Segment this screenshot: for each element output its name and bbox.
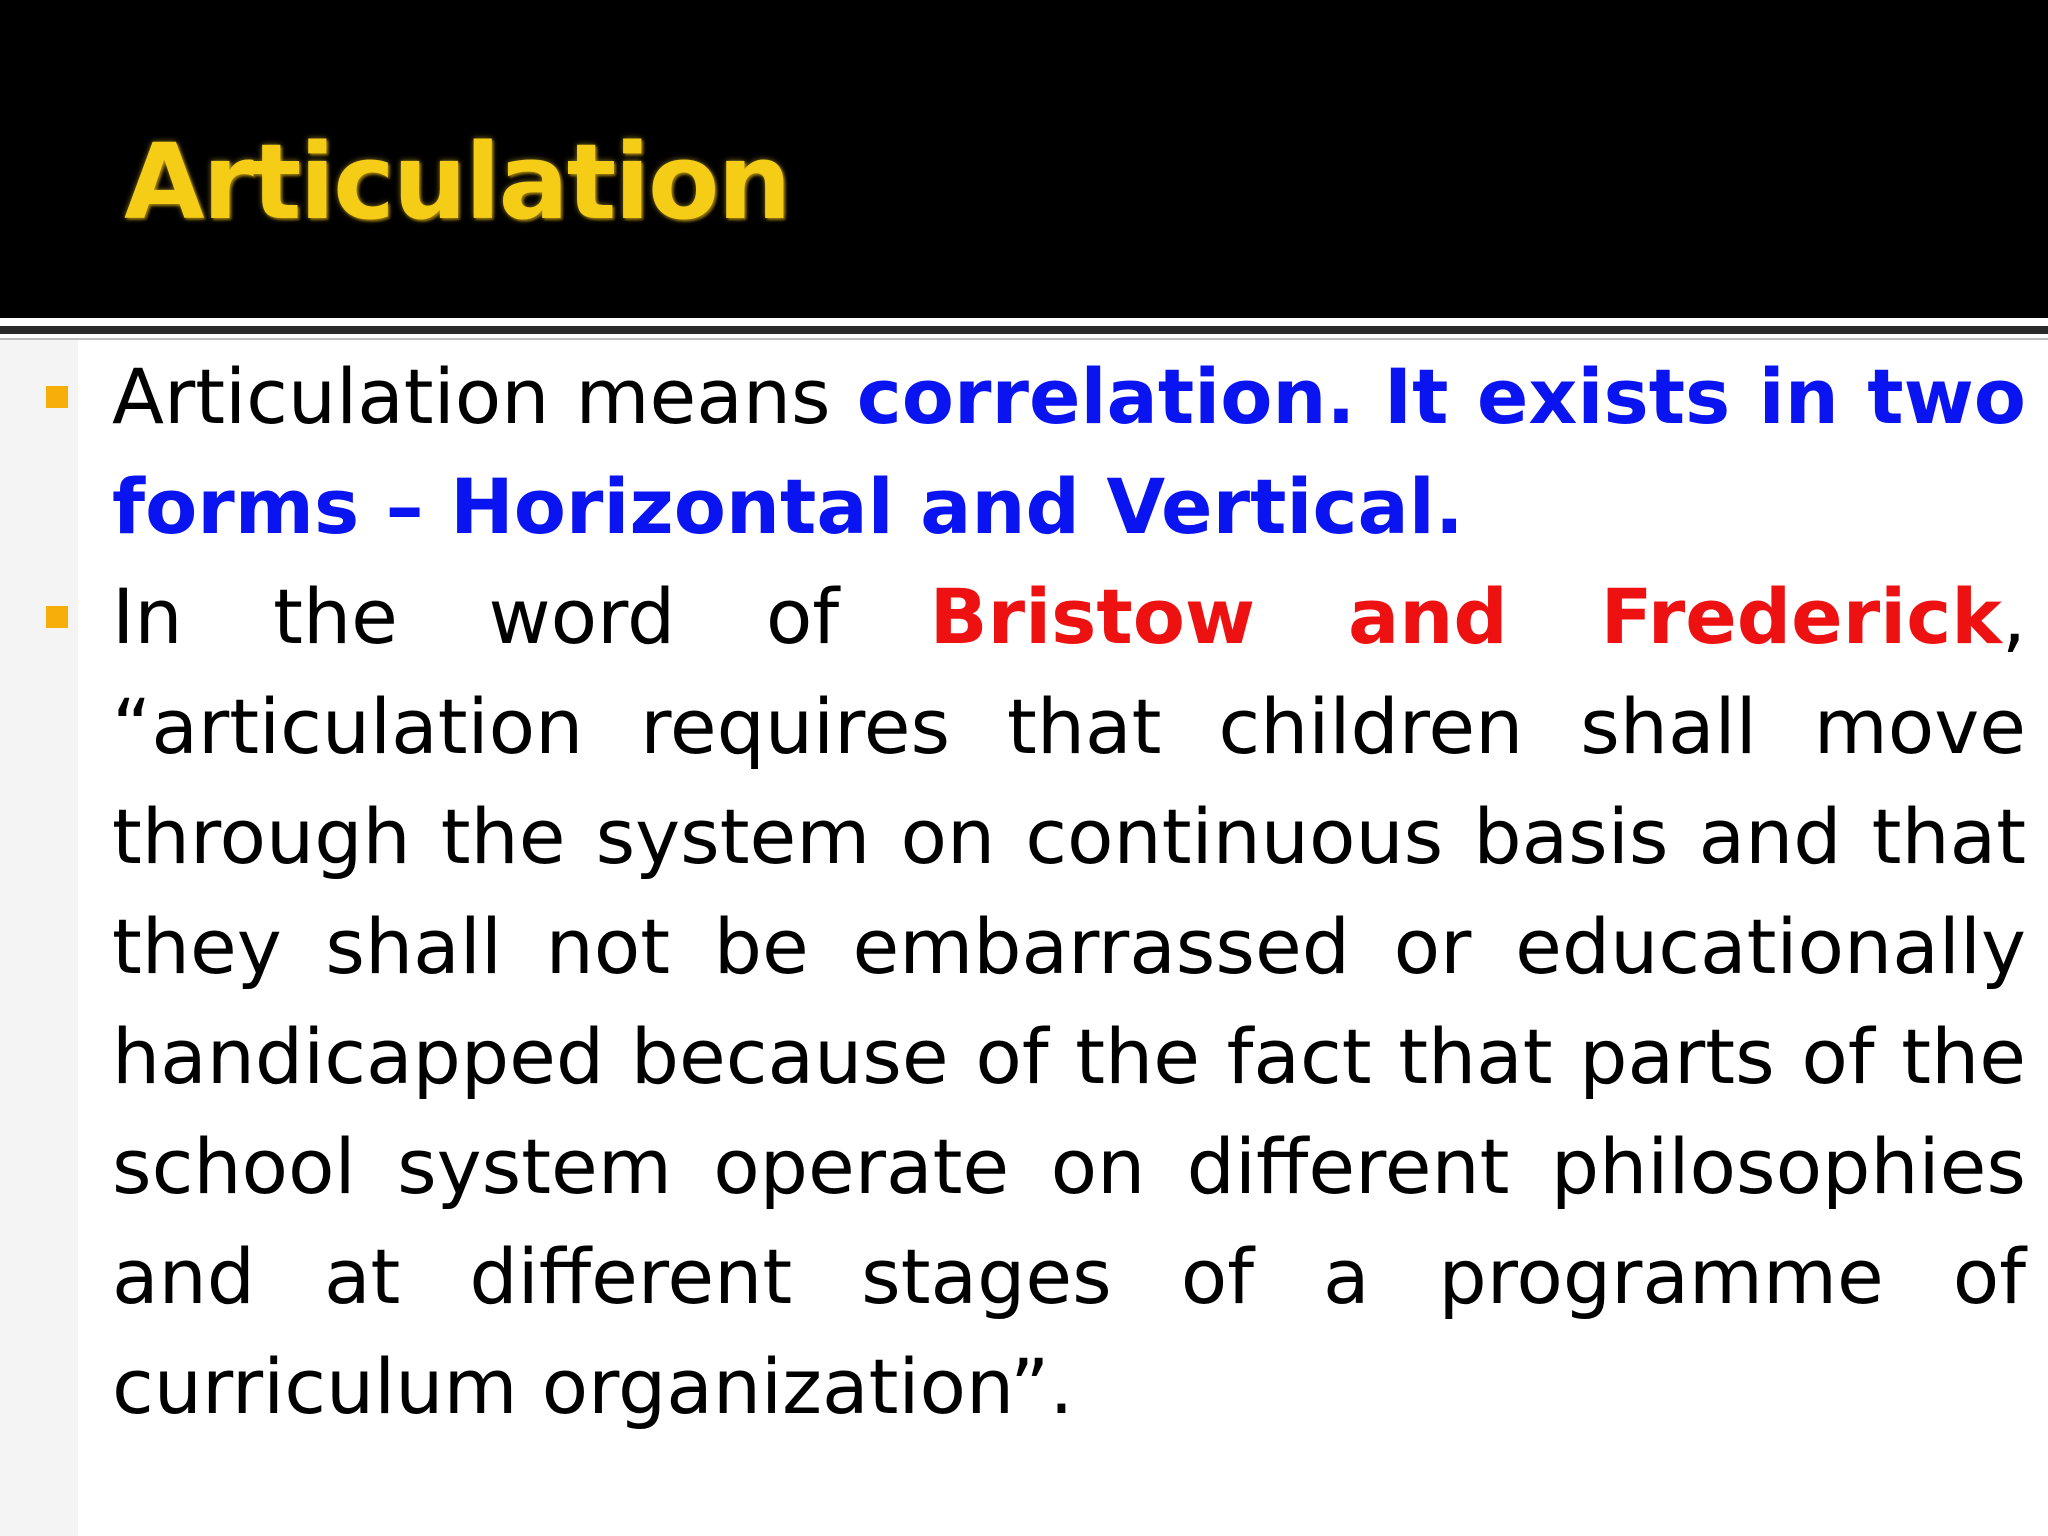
- title-bar: [0, 0, 2048, 318]
- bullet-lead-text: In the word of: [112, 572, 930, 661]
- bullet-lead-text: Articulation means: [112, 352, 857, 441]
- slide-title: Articulation: [124, 121, 790, 243]
- square-bullet-icon: [46, 606, 68, 628]
- title-divider: [0, 326, 2048, 334]
- title-divider-thin: [0, 338, 2048, 340]
- slide-body: [112, 342, 2026, 1442]
- bullet-author-text: Bristow and Frederick: [929, 572, 2002, 661]
- bullet-item-definition: [112, 342, 2026, 562]
- bullet-highlight-text: correlation. It exists in two forms – Horizontal and Vertical.: [112, 352, 2026, 551]
- left-margin-band: [0, 340, 78, 1536]
- square-bullet-icon: [46, 386, 68, 408]
- bullet-item-quote: [112, 562, 2026, 1442]
- bullet-quote-text: , “articulation requires that children shall move through the system on continuous basis and that they shall not be embarrassed or educationally handicapped because of the fact that parts of the school system operate on different philosophies and at different stages of a programme of curriculum organization”.: [112, 572, 2026, 1431]
